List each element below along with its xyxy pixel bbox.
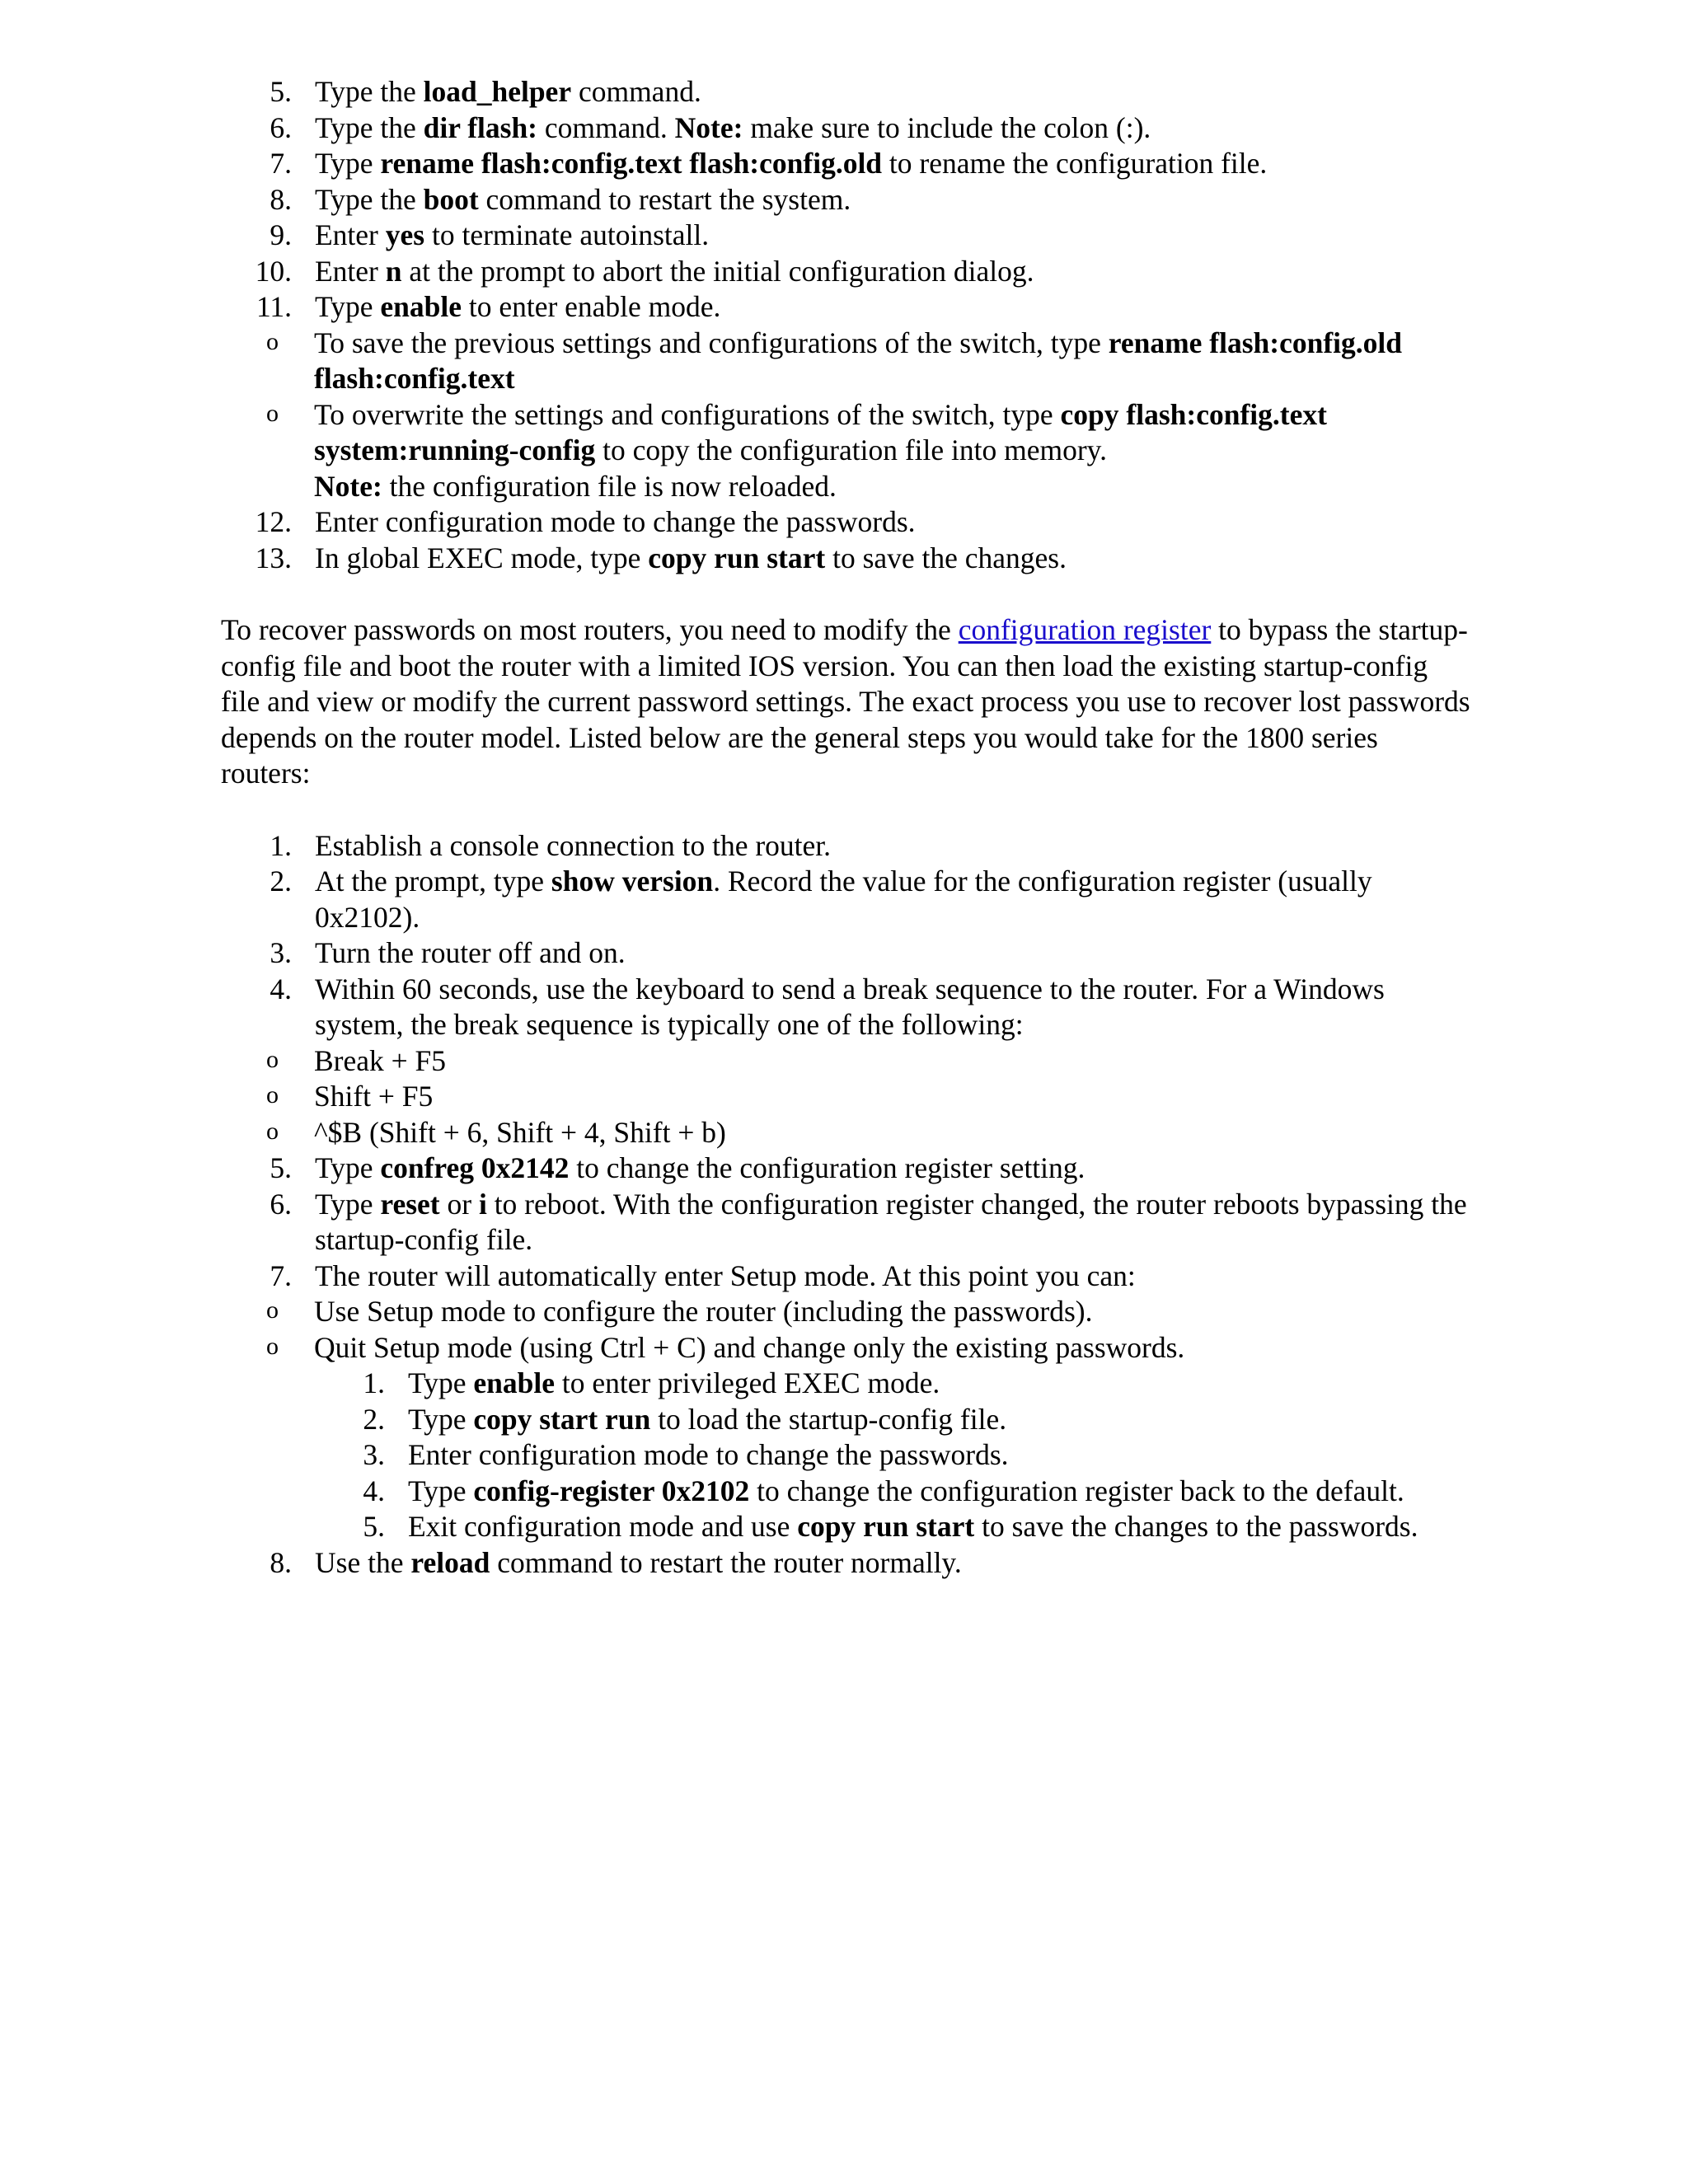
command-text: boot (423, 182, 479, 216)
list-number: 6. (270, 1187, 292, 1221)
list-item: 5. Type the load_helper command. (221, 74, 1474, 110)
command-text: load_helper (423, 75, 572, 108)
list-number: 10. (255, 254, 292, 288)
sub-list-item: o Shift + F5 (221, 1079, 1474, 1115)
list-item: 13. In global EXEC mode, type copy run start to save the changes. (221, 541, 1474, 577)
list-item: 10. Enter n at the prompt to abort the initial configuration dialog. (221, 254, 1474, 290)
command-text: reset (380, 1187, 440, 1221)
list-item: 6. Type reset or i to reboot. With the configuration register changed, the router reboots bypassing the startup-config file. (221, 1187, 1474, 1258)
bullet-icon: o (266, 1117, 279, 1145)
sub-list-item: o To overwrite the settings and configurations of the switch, type copy flash:config.text system:running-config to copy the configuration file into memory. Note: the configuration file is now reloaded. (221, 397, 1474, 505)
command-text: i (478, 1187, 487, 1221)
command-text: enable (473, 1366, 555, 1399)
list-number: 1. (363, 1366, 385, 1399)
list-number: 5. (270, 1151, 292, 1184)
command-text: rename flash:config.old flash:config.text (314, 326, 1403, 395)
list-number: 9. (270, 218, 292, 251)
list-item: 2. At the prompt, type show version. Record the value for the configuration register (usually 0x2102). (221, 864, 1474, 935)
command-text: enable (380, 290, 462, 323)
bullet-icon: o (266, 1296, 279, 1324)
list-item: 12. Enter configuration mode to change the passwords. (221, 504, 1474, 541)
list-item: 8. Type the boot command to restart the system. (221, 182, 1474, 218)
sub-bullet-list (266, 1294, 1474, 1545)
command-text: confreg 0x2142 (380, 1151, 570, 1184)
nested-numbered-list (314, 1366, 1474, 1545)
list-item: 3. Turn the router off and on. (221, 935, 1474, 972)
command-text: show version (551, 865, 714, 898)
sub-list-item: o Break + F5 (221, 1043, 1474, 1080)
nested-list-item: 5. Exit configuration mode and use copy run start to save the changes to the passwords. (314, 1509, 1474, 1545)
sub-bullet-list (266, 326, 1474, 505)
sub-list-item: o To save the previous settings and configurations of the switch, type rename flash:config.old flash:config.text (221, 326, 1474, 397)
router-recovery-paragraph: To recover passwords on most routers, you need to modify the configuration register to bypass the startup-config file and boot the router with a limited IOS version. You can then load the existing startup-config file and view or modify the current password settings. The exact process you use to recover lost passwords depends on the router model. Listed below are the general steps you would take for the 1800 series routers: (221, 613, 1470, 790)
command-text: reload (410, 1545, 490, 1579)
list-item: 7. Type rename flash:config.text flash:config.old to rename the configuration file. (221, 146, 1474, 182)
list-number: 12. (255, 505, 292, 538)
list-item: 4. Within 60 seconds, use the keyboard to send a break sequence to the router. For a Windows system, the break sequence is typically one of the following: o Break + F5 o Shift + F5 o ^$B (Shift + 6, Shift + 4, Shift + b) (221, 972, 1474, 1151)
sub-bullet-list (266, 1043, 1474, 1151)
switch-recovery-steps (221, 74, 1474, 576)
bullet-icon: o (266, 1081, 279, 1108)
command-text: copy start run (473, 1402, 651, 1436)
list-item: 6. Type the dir flash: command. Note: make sure to include the colon (:). (221, 110, 1474, 147)
list-item: 7. The router will automatically enter Setup mode. At this point you can: o Use Setup mode to configure the router (including the passwords). o Quit Setup mode (using Ctrl + C) and change only the existing passwords. 1. Type enable to enter privileged EXEC mode. 2. Type copy start run to load the startup-config file. 3. Enter configuration mode to change the passwords. 4. Type config-register 0x2102 to change the configuration register back to the default. 5. Exit configuration mode and use copy run start to save the changes to the passwords. (221, 1258, 1474, 1545)
command-text: copy run start (797, 1510, 975, 1543)
list-number: 2. (363, 1402, 385, 1436)
command-text: copy flash:config.text system:running-config (314, 397, 1327, 466)
list-number: 5. (270, 75, 292, 108)
nested-list-item: 2. Type copy start run to load the startup-config file. (314, 1402, 1474, 1438)
list-number: 4. (363, 1474, 385, 1507)
nested-list-item: 3. Enter configuration mode to change the passwords. (314, 1437, 1474, 1474)
list-number: 2. (270, 865, 292, 898)
note-label: Note: (674, 110, 743, 144)
list-number: 13. (255, 541, 292, 574)
list-number: 8. (270, 1545, 292, 1579)
list-item: 1. Establish a console connection to the router. (221, 828, 1474, 865)
list-number: 4. (270, 972, 292, 1005)
list-number: 1. (270, 828, 292, 862)
bullet-icon: o (266, 1332, 279, 1360)
configuration-register-link[interactable]: configuration register (958, 613, 1212, 646)
command-text: n (385, 254, 402, 288)
bullet-icon: o (266, 399, 279, 427)
list-item: 11. Type enable to enter enable mode. o To save the previous settings and configurations of the switch, type rename flash:config.old flash:config.text o To overwrite the settings and configurations of the switch, type copy flash:config.text system:running-config to copy the configuration file into memory. Note: the configuration file is now reloaded. (221, 289, 1474, 504)
list-number: 11. (256, 290, 292, 323)
list-number: 6. (270, 110, 292, 144)
nested-list-item: 1. Type enable to enter privileged EXEC mode. (314, 1366, 1474, 1402)
sub-list-item: o ^$B (Shift + 6, Shift + 4, Shift + b) (221, 1115, 1474, 1151)
command-text: copy run start (648, 541, 826, 574)
bullet-icon: o (266, 1045, 279, 1073)
note-label: Note: (314, 469, 382, 503)
list-number: 3. (363, 1438, 385, 1471)
list-item: 8. Use the reload command to restart the router normally. (221, 1545, 1474, 1582)
list-number: 8. (270, 182, 292, 216)
list-number: 3. (270, 936, 292, 969)
router-recovery-steps (221, 828, 1474, 1582)
command-text: dir flash: (423, 110, 538, 144)
sub-list-item: o Quit Setup mode (using Ctrl + C) and change only the existing passwords. 1. Type enable to enter privileged EXEC mode. 2. Type copy start run to load the startup-config file. 3. Enter configuration mode to change the passwords. 4. Type config-register 0x2102 to change the configuration register back to the default. 5. Exit configuration mode and use copy run start to save the changes to the passwords. (221, 1330, 1474, 1545)
list-item: 5. Type confreg 0x2142 to change the configuration register setting. (221, 1151, 1474, 1187)
document-page (221, 74, 1474, 1581)
command-text: yes (385, 218, 425, 251)
list-number: 7. (270, 147, 292, 180)
list-number: 7. (270, 1258, 292, 1292)
list-number: 5. (363, 1510, 385, 1543)
sub-list-item: o Use Setup mode to configure the router (including the passwords). (221, 1294, 1474, 1330)
bullet-icon: o (266, 327, 279, 355)
list-item: 9. Enter yes to terminate autoinstall. (221, 218, 1474, 254)
note-line: Note: the configuration file is now reloaded. (314, 469, 837, 503)
nested-list-item: 4. Type config-register 0x2102 to change the configuration register back to the default. (314, 1474, 1474, 1510)
command-text: rename flash:config.text flash:config.old (380, 147, 883, 180)
command-text: config-register 0x2102 (473, 1474, 750, 1507)
